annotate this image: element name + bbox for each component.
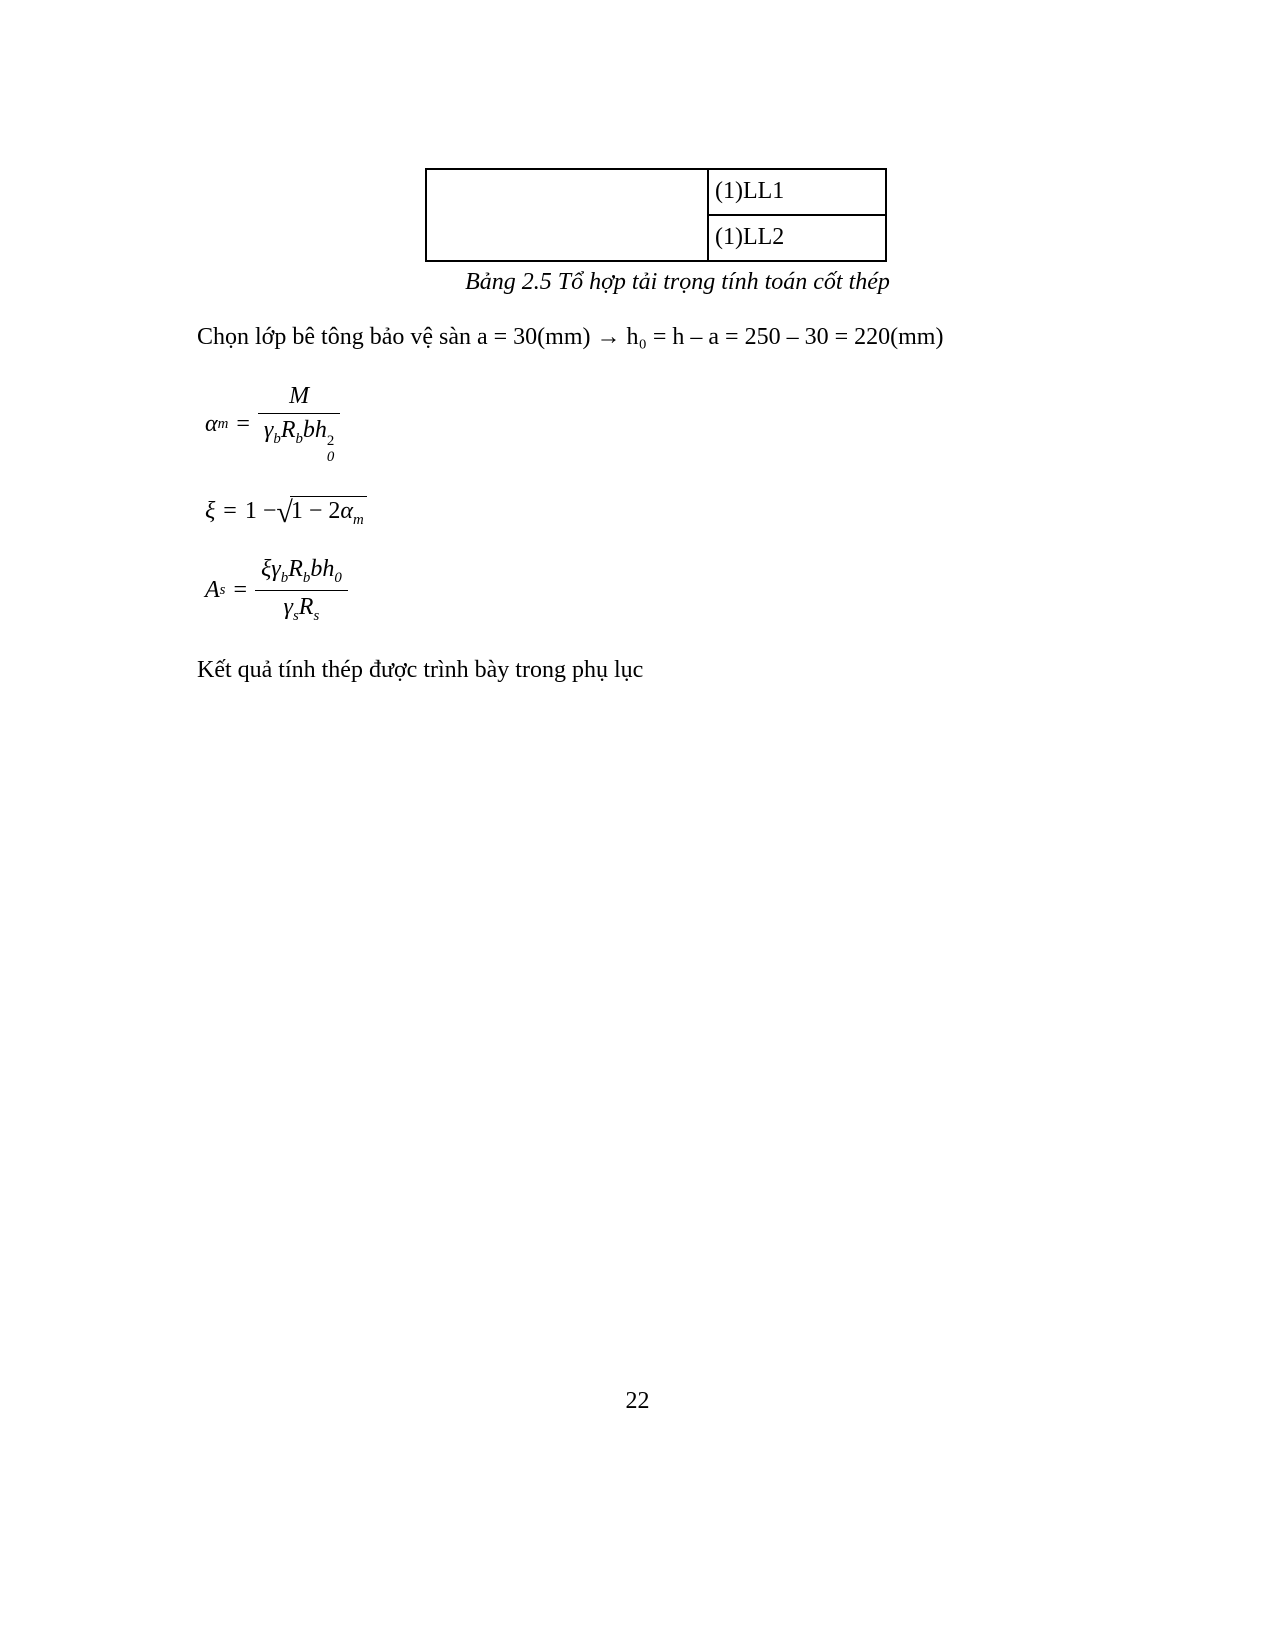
square-root	[276, 496, 366, 529]
math-symbol: ξ	[205, 498, 216, 525]
formula-alpha-m	[205, 383, 1275, 465]
fraction-denominator	[255, 590, 348, 625]
math-subscript: b	[295, 430, 303, 447]
table-row	[426, 169, 886, 215]
math-symbol: M	[289, 383, 310, 410]
paragraph-concrete-cover: Chọn lớp bê tông bảo vệ sàn a = 30(mm) → h₀ = h – a = 250 – 30 = 220(mm)	[197, 324, 944, 350]
math-term: 1 −	[244, 498, 277, 525]
formula-as	[205, 556, 1275, 625]
table-cell-empty	[426, 169, 708, 261]
math-subscript: b	[273, 430, 281, 447]
math-symbol: α	[340, 497, 353, 524]
math-subscript: s	[292, 607, 299, 624]
math-symbol: bh	[302, 417, 327, 444]
math-symbol: ξ	[261, 556, 272, 583]
math-symbol: γ	[263, 417, 274, 444]
math-symbol: bh	[310, 556, 335, 583]
paragraph-result: Kết quả tính thép được trình bày trong phụ lục	[197, 656, 644, 683]
table-cell-ll2: (1)LL2	[708, 215, 886, 261]
formula-xi	[205, 496, 1275, 529]
fraction-numerator	[255, 556, 348, 590]
math-subscript: s	[313, 607, 320, 624]
equals-sign: =	[236, 410, 250, 437]
math-symbol: R	[280, 417, 296, 444]
math-subscript: 0	[326, 448, 335, 465]
math-symbol: γ	[271, 556, 281, 583]
equals-sign: =	[233, 577, 248, 604]
fraction	[258, 383, 340, 465]
sup-sub-stack	[327, 434, 334, 465]
math-subscript: 0	[334, 570, 342, 587]
fraction-numerator	[258, 383, 340, 413]
fraction	[255, 556, 348, 625]
math-symbol: α	[205, 410, 218, 437]
table-cell-ll1: (1)LL1	[708, 169, 886, 215]
math-subscript: m	[353, 511, 364, 528]
radical-icon: √	[276, 496, 293, 530]
math-subscript: b	[280, 570, 289, 587]
table-caption: Bảng 2.5 Tổ hợp tải trọng tính toán cốt thép	[465, 269, 890, 295]
math-symbol: γ	[283, 594, 293, 621]
page-number: 22	[625, 1388, 650, 1414]
math-subscript: m	[217, 415, 229, 432]
math-symbol: R	[298, 594, 314, 621]
math-symbol: R	[288, 556, 303, 583]
math-superscript: 2	[326, 433, 335, 450]
math-term: 1 − 2	[290, 497, 341, 524]
equals-sign: =	[223, 498, 237, 525]
math-symbol: A	[205, 577, 220, 604]
math-subscript: s	[219, 582, 226, 599]
radicand	[290, 496, 367, 529]
fraction-denominator	[258, 413, 340, 465]
math-subscript: b	[302, 570, 311, 587]
load-combination-table	[425, 168, 887, 262]
